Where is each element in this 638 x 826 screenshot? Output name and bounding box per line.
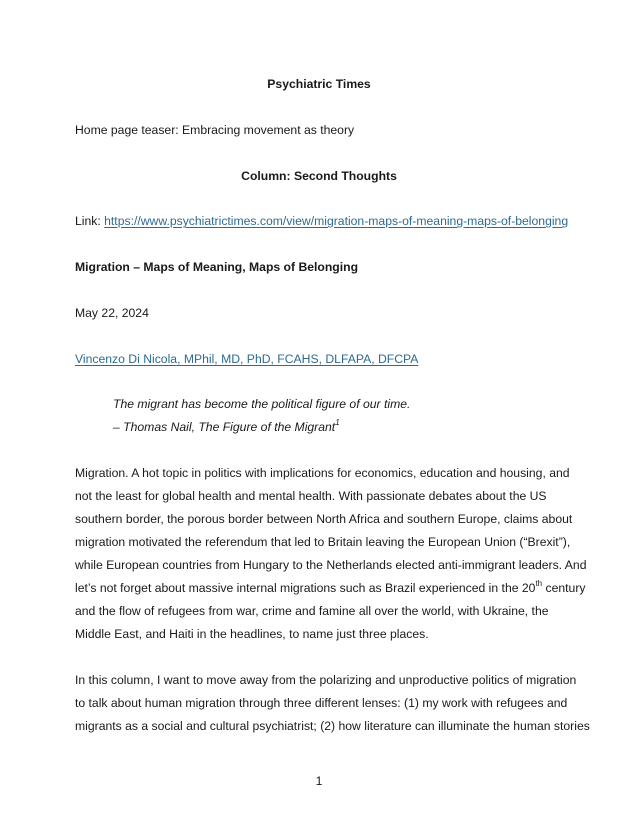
link-line	[75, 213, 568, 229]
paragraph-2-line-2: to talk about human migration through three different lenses: (1) my work with refugees and	[75, 696, 568, 710]
ordinal-suffix: th	[535, 578, 543, 588]
column-name: Column: Second Thoughts	[241, 169, 397, 183]
paragraph-2-line-3: migrants as a social and cultural psychiatrist; (2) how literature can illuminate the human stories	[75, 719, 590, 733]
paragraph-1-line-8: Middle East, and Haiti in the headlines, to name just three places.	[75, 627, 429, 641]
paragraph-1-line-5: while European countries from Hungary to the Netherlands elected anti-immigrant leaders. And	[75, 558, 587, 572]
paragraph-1-line-6	[75, 580, 585, 596]
home-page-teaser: Home page teaser: Embracing movement as theory	[75, 123, 355, 137]
epigraph-attribution-text: – Thomas Nail, The Figure of the Migrant	[113, 420, 336, 434]
paragraph-1-line-3: southern border, the porous border between North Africa and southern Europe, claims about	[75, 512, 573, 526]
paragraph-1-line-6-end: century	[542, 581, 586, 595]
link-label: Link:	[75, 214, 105, 228]
paragraph-1-line-6-text: let’s not forget about massive internal migrations such as Brazil experienced in the 20	[75, 581, 536, 595]
author-link[interactable]: Vincenzo Di Nicola, MPhil, MD, PhD, FCAHS, DLFAPA, DFCPA	[75, 352, 419, 366]
paragraph-1-line-1: Migration. A hot topic in politics with implications for economics, education and housing, and	[75, 466, 570, 480]
article-url-link[interactable]: https://www.psychiatrictimes.com/view/migration-maps-of-meaning-maps-of-belonging	[104, 214, 569, 228]
publication-title: Psychiatric Times	[267, 77, 371, 91]
paragraph-1-line-7: and the flow of refugees from war, crime and famine all over the world, with Ukraine, the	[75, 604, 549, 618]
paragraph-2-line-1: In this column, I want to move away from the polarizing and unproductive politics of migration	[75, 673, 577, 687]
footnote-reference[interactable]: 1	[335, 417, 340, 427]
article-title: Migration – Maps of Meaning, Maps of Belonging	[75, 260, 359, 274]
epigraph-attribution	[113, 419, 340, 435]
paragraph-1-line-4: migration motivated the referendum that led to Britain leaving the European Union (“Brexit”),	[75, 535, 571, 549]
paragraph-1-line-2: not the least for global health and mental health. With passionate debates about the US	[75, 489, 547, 503]
page-number: 1	[315, 774, 323, 788]
publication-date: May 22, 2024	[75, 306, 149, 320]
epigraph-quote: The migrant has become the political figure of our time.	[113, 397, 411, 411]
